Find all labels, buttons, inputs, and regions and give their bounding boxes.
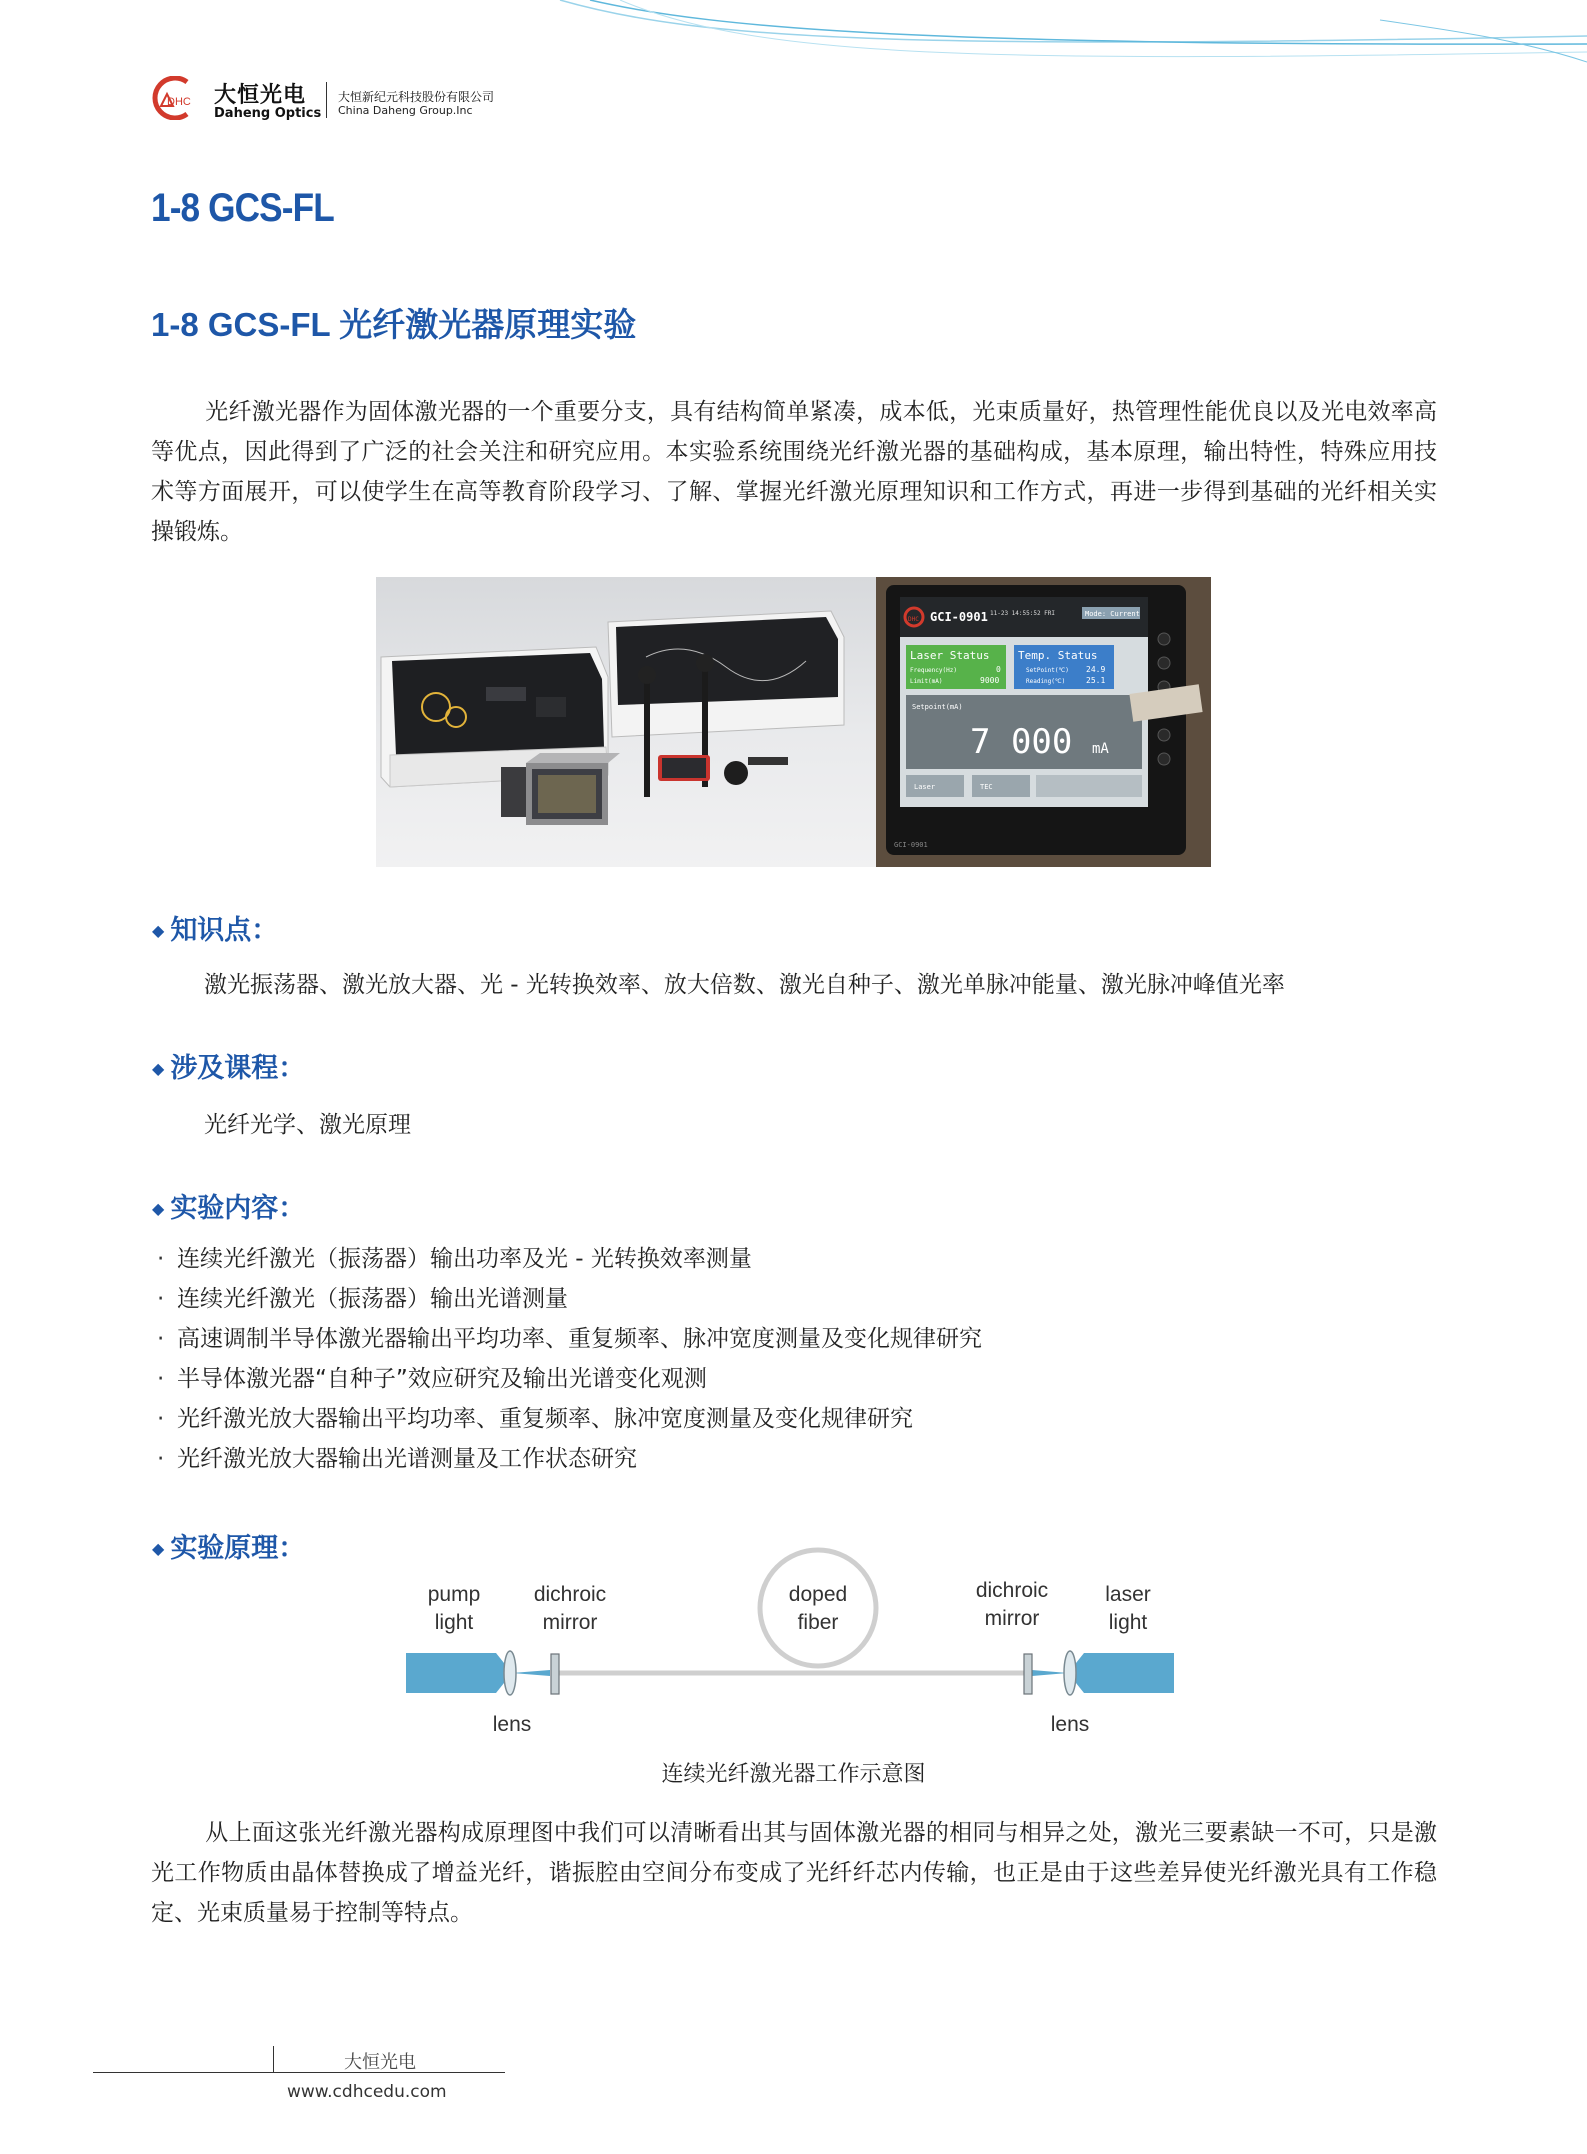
equipment-photo: [376, 577, 876, 867]
corp-name-en: China Daheng Group.Inc: [338, 104, 473, 117]
svg-text:TEC: TEC: [980, 783, 993, 791]
svg-text:GCI-0901: GCI-0901: [930, 610, 988, 624]
svg-text:fiber: fiber: [797, 1611, 839, 1634]
intro-paragraph: [151, 392, 1437, 552]
svg-text:Frequency(Hz): Frequency(Hz): [910, 667, 957, 674]
svg-text:SetPoint(℃): SetPoint(℃): [1026, 667, 1069, 674]
brand-name-cn: 大恒光电: [214, 83, 307, 108]
footer-line: [93, 2072, 505, 2073]
svg-text:lens: lens: [492, 1713, 532, 1736]
knowledge-text: 激光振荡器、激光放大器、光 - 光转换效率、放大倍数、激光自种子、激光单脉冲能量、激光脉冲峰值光率: [204, 972, 1285, 998]
svg-text:DHC: DHC: [908, 616, 919, 623]
svg-text:25.1: 25.1: [1086, 676, 1106, 685]
knowledge-heading: ◆ 知识点：: [152, 915, 279, 946]
svg-text:dichroic: dichroic: [533, 1583, 607, 1606]
list-item: · 连续光纤激光（振荡器）输出光谱测量: [157, 1286, 568, 1312]
content-list: [157, 1239, 982, 1479]
fiber-laser-diagram: [400, 1540, 1190, 1740]
svg-text:DHC: DHC: [167, 96, 191, 108]
svg-text:Temp. Status: Temp. Status: [1018, 649, 1098, 662]
controller-screen-photo: [876, 577, 1211, 867]
svg-text:doped: doped: [788, 1583, 848, 1606]
svg-text:laser: laser: [1105, 1583, 1151, 1606]
courses-heading: ◆ 涉及课程：: [152, 1053, 306, 1084]
principle-heading: ◆ 实验原理：: [152, 1533, 306, 1564]
svg-text:mA: mA: [1092, 741, 1109, 757]
intro-text: 光纤激光器作为固体激光器的一个重要分支，具有结构简单紧凑，成本低，光束质量好，热管理性能优良以及光电效率高等优点，因此得到了广泛的社会关注和研究应用。本实验系统围绕光纤激光器的基础构成，基本原理，输出特性，特殊应用技术等方面展开，可以使学生在高等教育阶段学习、了解、掌握光纤激光原理知识和工作方式，再进一步得到基础的光纤相关实操锻炼。: [151, 399, 1437, 545]
corp-name-cn: 大恒新纪元科技股份有限公司: [338, 90, 495, 104]
content-heading: ◆ 实验内容：: [152, 1193, 306, 1224]
svg-text:Reading(℃): Reading(℃): [1026, 678, 1066, 685]
page-title: 1-8 GCS-FL: [151, 186, 334, 230]
svg-text:11-23 14:55:52 FRI: 11-23 14:55:52 FRI: [990, 610, 1056, 617]
svg-text:Mode: Current: Mode: Current: [1085, 610, 1140, 618]
list-item: · 光纤激光放大器输出光谱测量及工作状态研究: [157, 1446, 637, 1472]
svg-text:Laser: Laser: [914, 783, 936, 791]
list-item: · 光纤激光放大器输出平均功率、重复频率、脉冲宽度测量及变化规律研究: [157, 1406, 913, 1432]
svg-text:9000: 9000: [980, 676, 1000, 685]
svg-text:0: 0: [996, 665, 1001, 674]
svg-text:Limit(mA): Limit(mA): [910, 678, 943, 685]
footer-brand: 大恒光电: [344, 2052, 416, 2073]
conclusion-text: 从上面这张光纤激光器构成原理图中我们可以清晰看出其与固体激光器的相同与相异之处，激光三要素缺一不可，只是激光工作物质由晶体替换成了增益光纤，谐振腔由空间分布变成了光纤纤芯内传输，也正是由于这些差异使光纤激光具有工作稳定、光束质量易于控制等特点。: [151, 1820, 1437, 1926]
company-logo: [147, 76, 205, 120]
courses-text: 光纤光学、激光原理: [204, 1112, 411, 1138]
svg-text:light: light: [1108, 1611, 1148, 1634]
svg-text:mirror: mirror: [542, 1611, 598, 1634]
svg-text:GCI-0901: GCI-0901: [894, 841, 928, 849]
svg-text:dichroic: dichroic: [975, 1579, 1049, 1602]
conclusion-paragraph: [151, 1813, 1437, 1933]
svg-text:24.9: 24.9: [1086, 665, 1106, 674]
svg-text:Laser Status: Laser Status: [910, 649, 990, 662]
svg-text:pump: pump: [427, 1583, 481, 1606]
svg-text:Setpoint(mA): Setpoint(mA): [912, 703, 963, 711]
header-decoration: [0, 0, 1587, 80]
brand-name-en: Daheng Optics: [214, 106, 322, 121]
footer-url: www.cdhcedu.com: [287, 2082, 447, 2102]
svg-text:7 000: 7 000: [970, 722, 1073, 762]
brand-divider: [326, 82, 327, 118]
svg-text:light: light: [434, 1611, 474, 1634]
list-item: · 连续光纤激光（振荡器）输出功率及光 - 光转换效率测量: [157, 1246, 752, 1272]
list-item: · 高速调制半导体激光器输出平均功率、重复频率、脉冲宽度测量及变化规律研究: [157, 1326, 982, 1352]
svg-text:mirror: mirror: [984, 1607, 1040, 1630]
svg-text:lens: lens: [1050, 1713, 1090, 1736]
section-title: 1-8 GCS-FL 光纤激光器原理实验: [151, 306, 637, 343]
footer-tick: [273, 2046, 274, 2072]
diagram-caption: 连续光纤激光器工作示意图: [661, 1762, 926, 1787]
list-item: · 半导体激光器“自种子”效应研究及输出光谱变化观测: [157, 1366, 707, 1392]
